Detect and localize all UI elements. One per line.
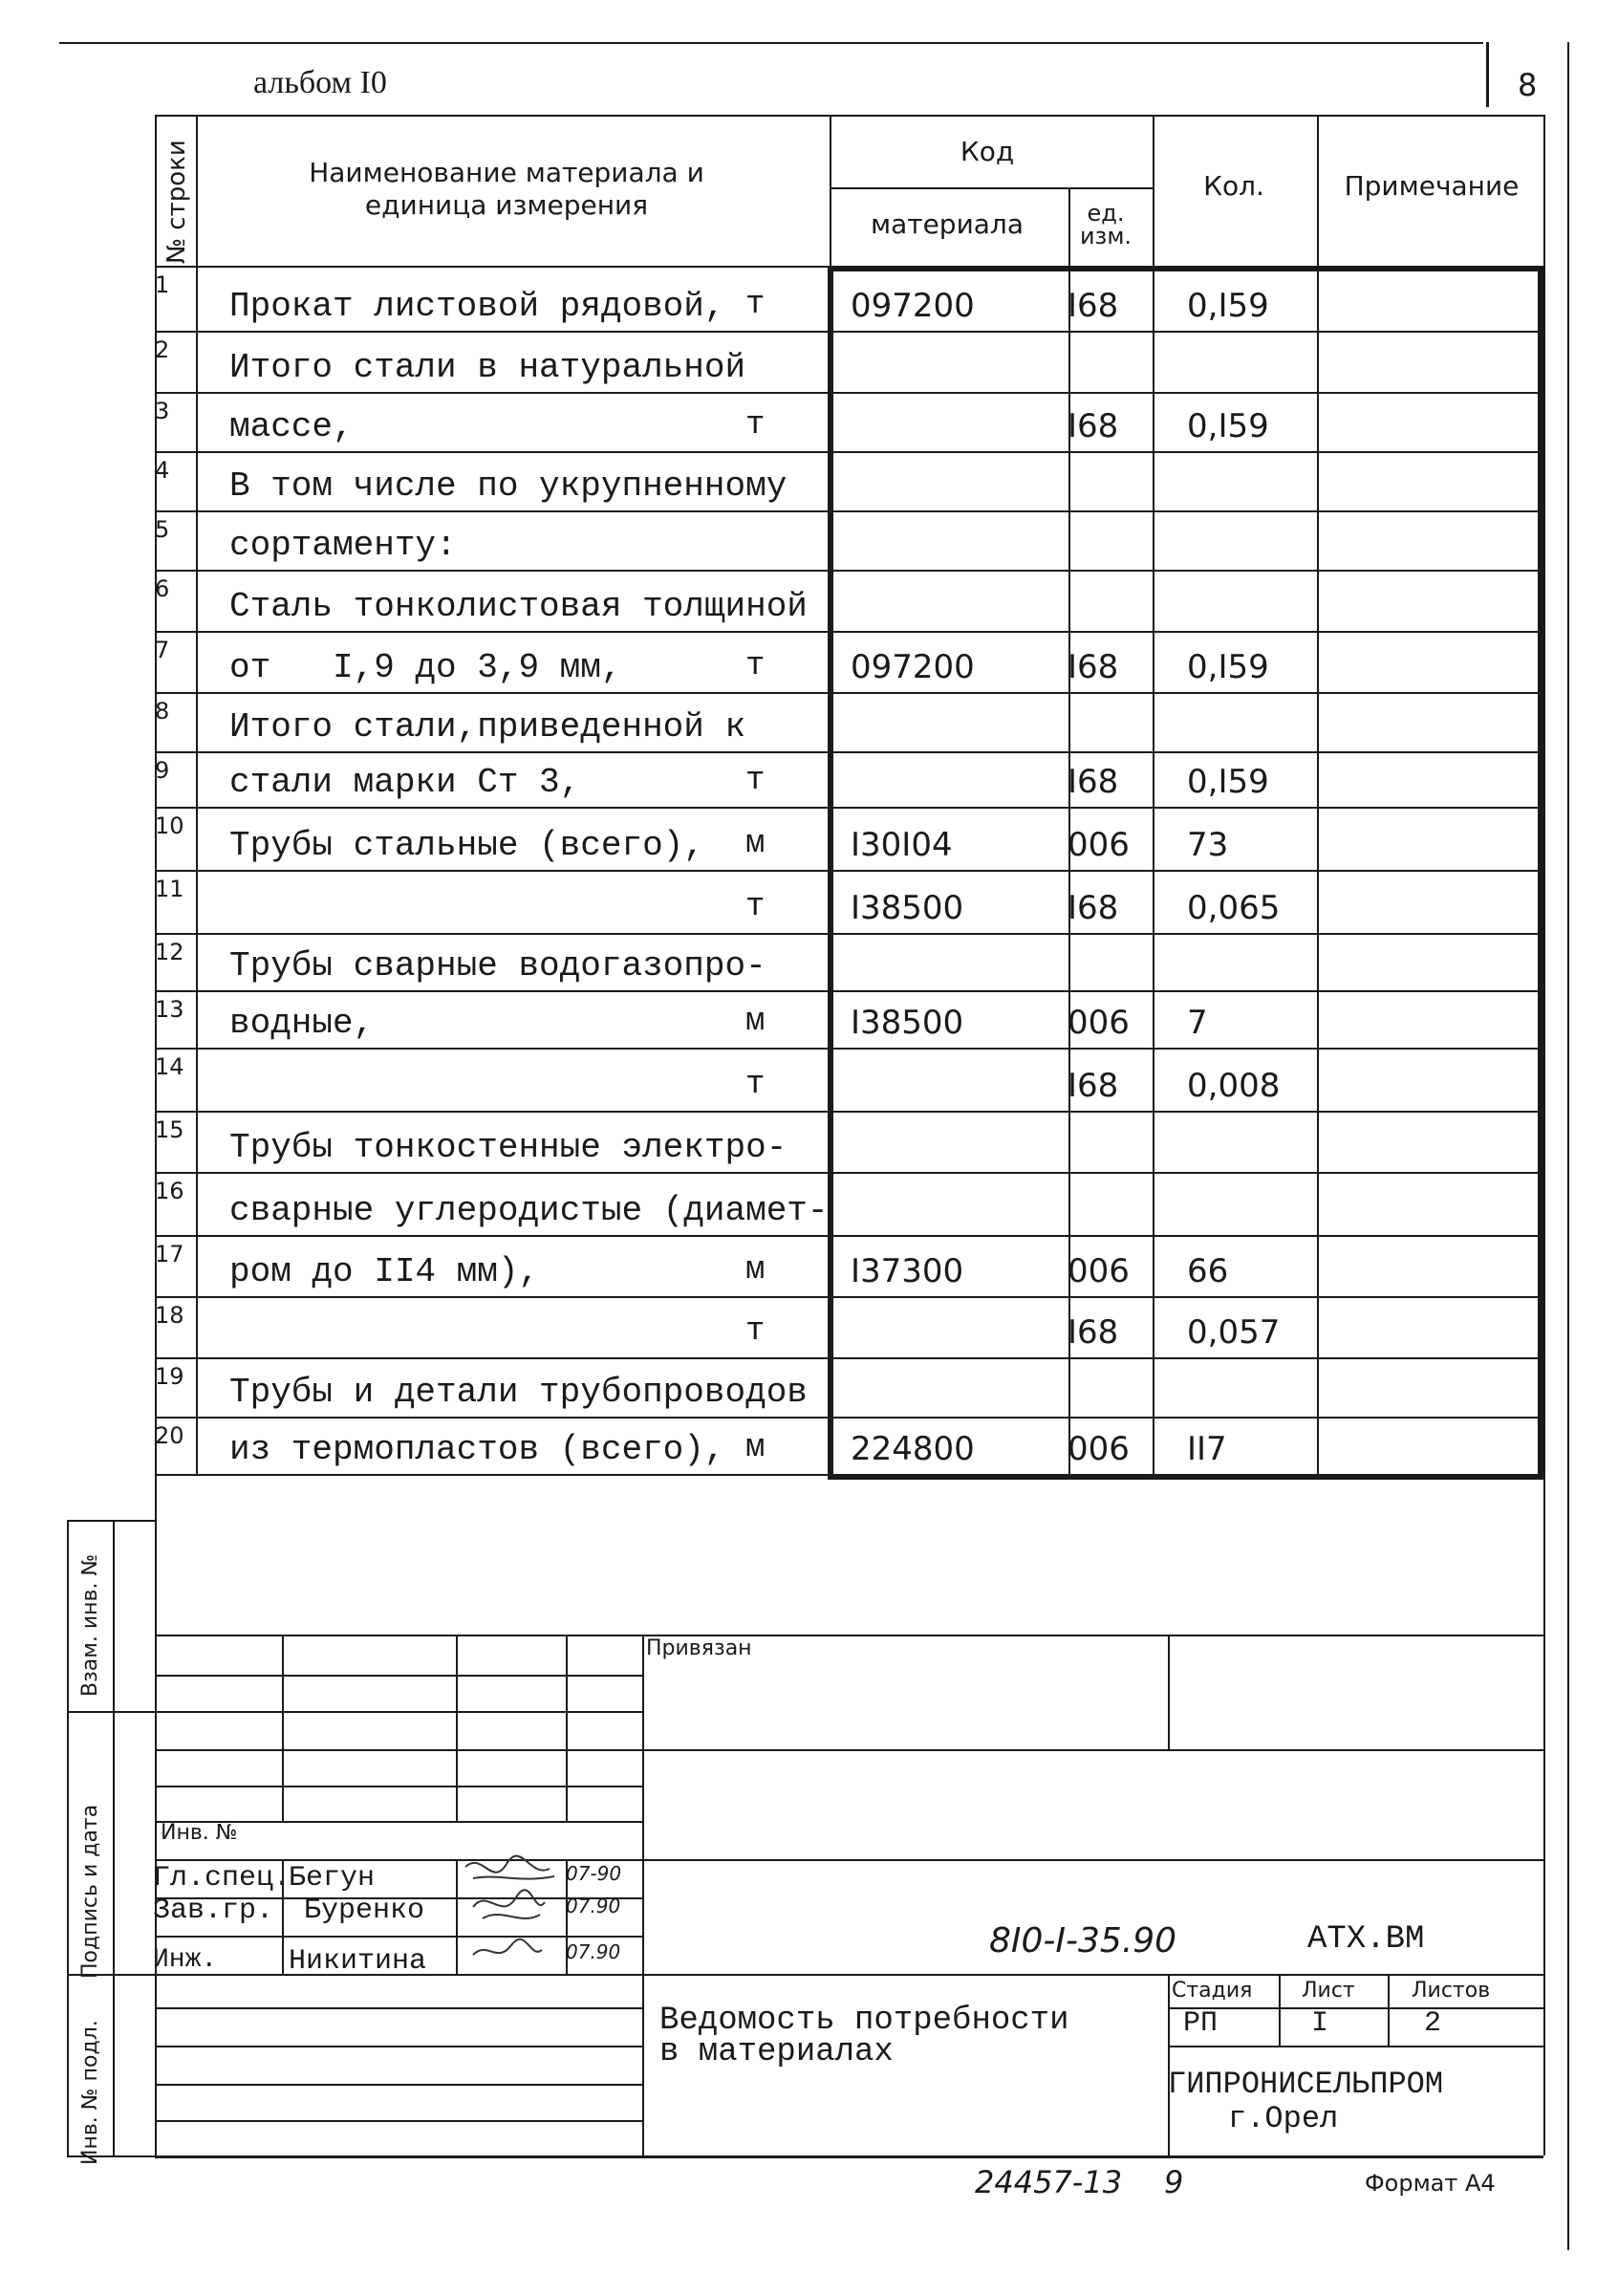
row-divider — [155, 1296, 1543, 1298]
quantity: II7 — [1187, 1430, 1227, 1468]
side-label-inv-podl: Инв. № подл. — [78, 2020, 102, 2165]
stamp-divider — [456, 1635, 458, 1821]
col-header-code-unit: ед. изм. — [1079, 200, 1133, 249]
unit-code: I68 — [1068, 407, 1119, 445]
doc-code: 8I0-I-35.90 — [989, 1921, 1177, 1960]
row-number: 9 — [155, 757, 170, 784]
material-name: массе, — [229, 407, 354, 446]
unit-code: 006 — [1068, 826, 1130, 864]
unit-of-measure: м — [745, 1252, 766, 1289]
side-strip-divider — [113, 1520, 115, 2155]
unit-code: I68 — [1068, 1313, 1119, 1352]
unit-of-measure: м — [745, 1430, 766, 1466]
unit-code: I68 — [1068, 763, 1119, 801]
stamp-privyazan: Привязан — [646, 1636, 752, 1660]
material-code: 224800 — [851, 1430, 975, 1468]
table-top-border — [155, 115, 1543, 117]
row-divider — [155, 751, 1543, 753]
material-name: Трубы и детали трубопроводов — [229, 1373, 808, 1412]
staff-name-2: Буренко — [304, 1895, 425, 1927]
quantity: 0,I59 — [1187, 763, 1269, 801]
stamp-line — [1168, 2007, 1543, 2009]
stamp-line — [155, 1859, 642, 1861]
row-divider — [155, 1048, 1543, 1050]
material-name: Итого стали в натуральной — [229, 348, 746, 387]
row-number: 8 — [155, 698, 170, 725]
col-header-qty: Кол. — [1203, 170, 1264, 202]
sheets-label: Листов — [1412, 1979, 1491, 2003]
thick-frame-left — [828, 266, 833, 1480]
stamp-line — [155, 2007, 642, 2009]
format-label: Формат А4 — [1365, 2170, 1496, 2197]
col-divider — [1317, 115, 1319, 1474]
row-divider — [155, 570, 1543, 572]
unit-code: I68 — [1068, 1067, 1119, 1105]
quantity: 0,065 — [1187, 889, 1281, 927]
stamp-divider — [1388, 1974, 1390, 2046]
archive-page: 9 — [1164, 2164, 1184, 2200]
row-number: 4 — [155, 457, 170, 484]
row-number: 11 — [155, 876, 184, 902]
row-divider — [155, 933, 1543, 935]
stage-value: РП — [1183, 2007, 1219, 2040]
stamp-line — [155, 2046, 642, 2047]
stamp-divider — [1168, 1635, 1170, 1749]
row-number: 10 — [155, 812, 184, 839]
material-code: I30I04 — [851, 826, 953, 864]
row-number: 13 — [155, 996, 184, 1023]
quantity: 0,I59 — [1187, 407, 1269, 445]
row-number: 2 — [155, 336, 170, 363]
sheet-box-left — [1486, 42, 1489, 107]
side-strip-border — [67, 1520, 69, 2155]
material-name: водные, — [229, 1004, 375, 1043]
stamp-divider — [1168, 1974, 1170, 2155]
stamp-divider — [566, 1635, 568, 1821]
material-name: сварные углеродистые (диамет- — [229, 1191, 829, 1230]
row-number: 5 — [155, 516, 170, 543]
stamp-inv-no: Инв. № — [161, 1821, 238, 1845]
row-number: 7 — [155, 637, 170, 663]
row-divider — [155, 392, 1543, 394]
stamp-divider — [1279, 1974, 1281, 2046]
unit-code: 006 — [1068, 1430, 1130, 1468]
col-header-code-material: материала — [870, 208, 1024, 240]
row-number: 3 — [155, 398, 170, 424]
stamp-line — [155, 2120, 642, 2122]
row-divider — [155, 510, 1543, 512]
material-name: Трубы сварные водогазопро- — [229, 946, 766, 986]
side-strip-line — [67, 1520, 155, 1522]
stamp-line — [155, 1711, 642, 1713]
unit-code: I68 — [1068, 287, 1119, 325]
material-name: стали марки Ст 3, — [229, 763, 581, 802]
staff-date-1: 07-90 — [566, 1862, 622, 1885]
material-name: Сталь тонколистовая толщиной — [229, 587, 808, 626]
staff-date-3: 07.90 — [566, 1940, 621, 1963]
unit-of-measure: м — [745, 826, 766, 862]
org-city: г.Орел — [1228, 2101, 1339, 2136]
material-code: 097200 — [851, 287, 975, 325]
quantity: 7 — [1187, 1004, 1208, 1042]
material-name: Трубы стальные (всего), — [229, 826, 704, 865]
album-label: альбом I0 — [253, 65, 387, 100]
row-number: 20 — [155, 1422, 184, 1449]
stamp-line — [155, 1635, 642, 1636]
col-header-note: Примечание — [1344, 170, 1520, 202]
stamp-line — [155, 1675, 642, 1677]
right-edge — [1567, 42, 1569, 2250]
material-code: 097200 — [851, 648, 975, 686]
unit-of-measure: т — [745, 287, 766, 323]
stamp-line — [155, 2155, 642, 2157]
stamp-line — [155, 1936, 642, 1938]
unit-code: 006 — [1068, 1252, 1130, 1290]
side-strip-line — [67, 1711, 155, 1713]
row-divider — [155, 1111, 1543, 1113]
material-code: I38500 — [851, 889, 964, 927]
unit-code: I68 — [1068, 648, 1119, 686]
col-divider — [1153, 115, 1154, 1474]
top-rule — [59, 42, 1483, 44]
sheet-number: 8 — [1518, 67, 1538, 103]
col-header-name: Наименование материала и единица измерения — [309, 157, 704, 221]
stamp-line — [155, 2084, 642, 2086]
unit-of-measure: т — [745, 1067, 766, 1103]
unit-of-measure: т — [745, 1313, 766, 1350]
signatures — [454, 1850, 569, 1979]
material-name: от I,9 до 3,9 мм, — [229, 648, 622, 687]
stage-label: Стадия — [1172, 1979, 1253, 2003]
stamp-line — [155, 1749, 642, 1751]
row-number: 12 — [155, 939, 184, 965]
stamp-line — [642, 1974, 1543, 1976]
col-header-row-no: № строки — [162, 140, 191, 264]
row-divider — [155, 1417, 1543, 1419]
table-right-border — [1543, 115, 1545, 2155]
unit-code: 006 — [1068, 1004, 1130, 1042]
row-divider — [155, 1172, 1543, 1174]
stamp-line — [155, 1786, 642, 1787]
material-name: из термопластов (всего), — [229, 1430, 725, 1469]
material-name: Прокат листовой рядовой, — [229, 287, 725, 326]
sheet-value: I — [1311, 2007, 1329, 2040]
row-number: 19 — [155, 1363, 184, 1390]
unit-of-measure: м — [745, 1004, 766, 1040]
thick-frame-top — [830, 266, 1541, 271]
staff-name-1: Бегун — [289, 1862, 376, 1895]
stamp-line — [1168, 2046, 1543, 2047]
quantity: 73 — [1187, 826, 1229, 864]
material-name: В том числе по укрупненному — [229, 466, 787, 506]
doc-mark: АТХ.ВМ — [1307, 1921, 1425, 1958]
row-number: 14 — [155, 1053, 184, 1080]
code-subheader-line — [830, 187, 1153, 189]
unit-of-measure: т — [745, 407, 766, 444]
row-divider — [155, 1357, 1543, 1359]
archive-number: 24457-13 — [975, 2164, 1123, 2200]
stamp-divider — [642, 1635, 644, 2155]
material-name: сортаменту: — [229, 526, 457, 565]
material-name: Трубы тонкостенные электро- — [229, 1128, 787, 1167]
row-divider — [155, 807, 1543, 809]
side-label-vzam-inv: Взам. инв. № — [78, 1553, 102, 1697]
sheets-value: 2 — [1424, 2007, 1442, 2040]
row-number: 15 — [155, 1116, 184, 1143]
row-number: 1 — [155, 271, 170, 298]
row-divider — [155, 870, 1543, 872]
staff-role-3: Инж. — [153, 1945, 218, 1975]
staff-name-3: Никитина — [289, 1945, 427, 1978]
staff-date-2: 07.90 — [566, 1895, 621, 1917]
quantity: 0,008 — [1187, 1067, 1281, 1105]
quantity: 66 — [1187, 1252, 1229, 1290]
material-name: ром до II4 мм), — [229, 1252, 540, 1291]
staff-role-2: Зав.гр. — [153, 1895, 274, 1927]
row-number: 18 — [155, 1302, 184, 1329]
row-divider — [155, 451, 1543, 453]
material-code: I37300 — [851, 1252, 964, 1290]
unit-of-measure: т — [745, 889, 766, 925]
sheet-label: Лист — [1302, 1979, 1355, 2003]
quantity: 0,I59 — [1187, 648, 1269, 686]
staff-role-1: Гл.спец. — [153, 1862, 291, 1895]
thick-frame-right — [1538, 266, 1543, 1480]
org-name: ГИПРОНИСЕЛЬПРОМ — [1168, 2067, 1444, 2102]
row-divider — [155, 692, 1543, 694]
stamp-line — [642, 1749, 1543, 1751]
doc-title-line-1: Ведомость потребности — [659, 2003, 1069, 2039]
material-code: I38500 — [851, 1004, 964, 1042]
row-divider — [155, 331, 1543, 333]
quantity: 0,057 — [1187, 1313, 1281, 1352]
quantity: 0,I59 — [1187, 287, 1269, 325]
row-number: 16 — [155, 1178, 184, 1204]
row-divider — [155, 1235, 1543, 1237]
row-divider — [155, 990, 1543, 992]
stamp-line — [642, 1859, 1543, 1861]
col-divider — [196, 115, 198, 1474]
unit-of-measure: т — [745, 648, 766, 684]
doc-title-line-2: в материалах — [659, 2034, 894, 2070]
row-number: 6 — [155, 575, 170, 602]
side-label-podpis-data: Подпись и дата — [78, 1804, 102, 1979]
stamp-divider — [282, 1635, 284, 1821]
col-header-code: Код — [960, 136, 1015, 167]
row-number: 17 — [155, 1241, 184, 1267]
thick-frame-bottom — [830, 1474, 1541, 1480]
row-divider — [155, 631, 1543, 633]
material-name: Итого стали,приведенной к — [229, 707, 746, 747]
unit-of-measure: т — [745, 763, 766, 799]
unit-code: I68 — [1068, 889, 1119, 927]
